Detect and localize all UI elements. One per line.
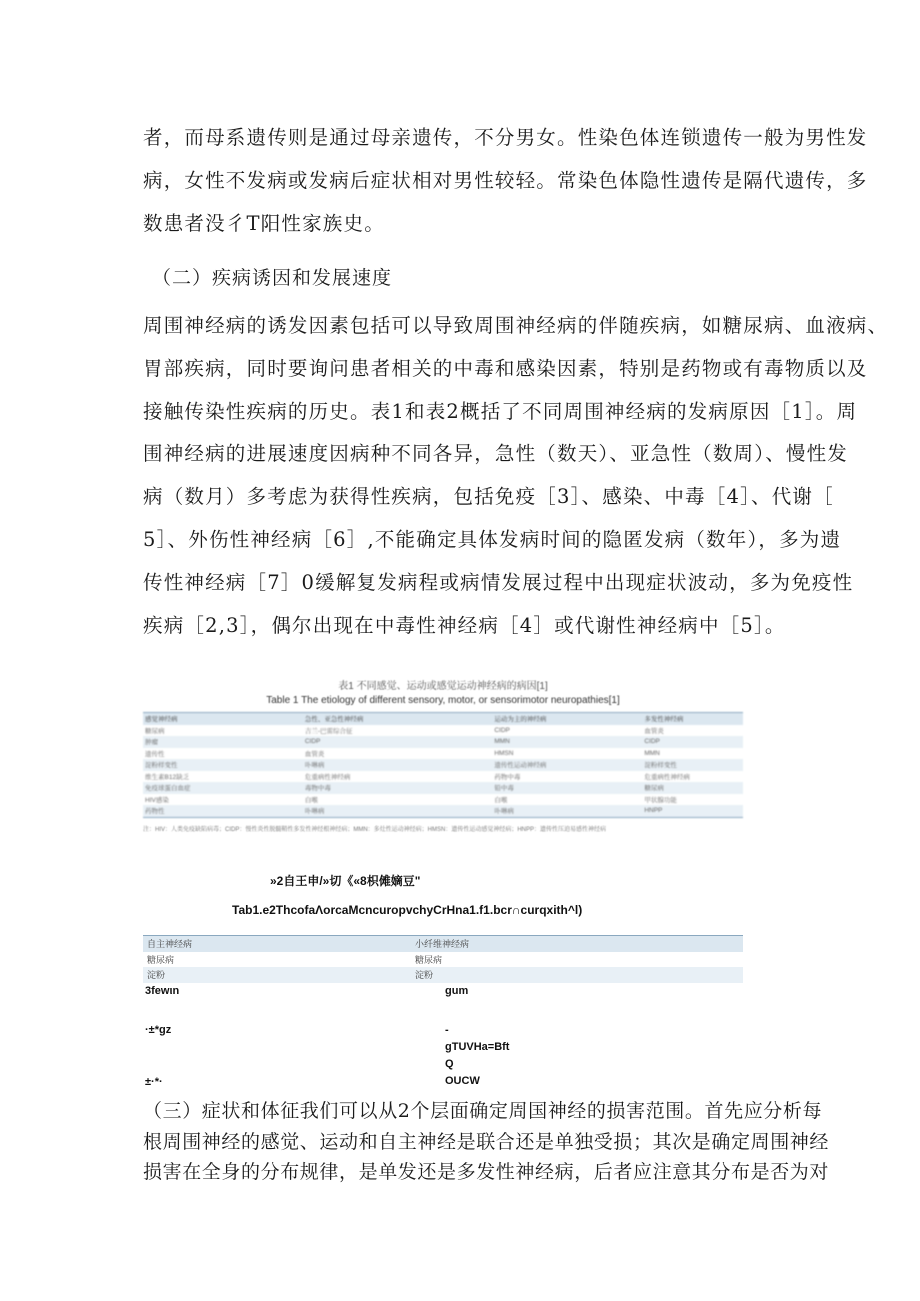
table-cell: 血管炎	[304, 750, 325, 758]
table-cell: 遗传性	[145, 750, 165, 758]
table-cell: 卟啉病	[304, 762, 325, 770]
table-cell: 维生素B12缺乏	[145, 773, 190, 781]
table-cell: 毒物中毒	[304, 785, 331, 793]
table-cell: 血管炎	[644, 727, 664, 735]
table-cell: 糖尿病	[415, 954, 443, 965]
garbled-text: Q	[445, 1058, 454, 1070]
text-line: 者，而母系遗传则是通过母亲遗传，不分男女。性染色体连锁遗传一般为男性发	[143, 126, 868, 149]
garbled-text: 3fewιn	[145, 985, 180, 997]
text-line: 病（数月）多考虑为获得性疾病，包括免疫［3］、感染、中毒［4］、代谢［	[143, 485, 834, 509]
table-2-caption-cn: »2自王申/»切《«8枳傩嫡豆"	[270, 874, 421, 888]
garbled-text: gTUVHa=Bft	[445, 1041, 510, 1053]
table-cell: 淀粉样变性	[145, 762, 178, 770]
text-line: 传性神经病［7］0缓解复发病程或病情发展过程中出现症状波动，多为免疫性	[143, 570, 854, 594]
paragraph-3	[143, 1096, 830, 1188]
table-cell: HMSN	[494, 749, 514, 757]
table-cell: 铅中毒	[494, 785, 514, 793]
table-cell: 遗传性运动神经病	[494, 762, 547, 770]
text-line: 损害在全身的分布规律，是单发还是多发性神经病，后者应注意其分布是否为对	[143, 1161, 830, 1184]
table-cell: 白喉	[494, 796, 508, 804]
table-row	[143, 759, 743, 771]
table-header-row	[143, 713, 743, 725]
table-cell: 卟啉病	[304, 808, 325, 816]
table-1-caption-en: Table 1 The etiology of different sensory, motor, or sensorimotor neuropathies[1]	[266, 695, 620, 706]
table-cell: MMN	[644, 749, 660, 757]
table-cell: 糖尿病	[644, 785, 664, 793]
header-cell: 感觉神经病	[145, 716, 178, 724]
table-cell: 淀粉	[147, 970, 166, 981]
text-line: 5］、外伤性神经病［6］,不能确定具体发病时间的隐匿发病（数年），多为遗	[143, 527, 842, 551]
paragraph-2	[143, 305, 889, 647]
garbled-text: OUCW	[445, 1075, 480, 1087]
table-1-note: 注：HIV：人类免疫缺陷病毒；CIDP：慢性炎性脱髓鞘性多发性神经根神经病；MMN：多灶性运动神经病；HMSN：遗传性运动感觉神经病；HNPP：遗传性压迫易感性神经病	[143, 826, 607, 833]
table-row	[143, 748, 743, 760]
table-cell: CIDP	[494, 726, 510, 734]
table-1	[143, 680, 743, 833]
table-cell: 糖尿病	[147, 954, 175, 965]
table-row	[143, 736, 743, 748]
table-cell: 免疫球蛋白血症	[145, 785, 191, 793]
table-cell: 肿瘤	[145, 739, 158, 747]
table-1-body	[143, 712, 743, 818]
header-cell: 急性、亚急性神经病	[304, 716, 364, 724]
garbled-text: ·±*gz	[145, 1024, 172, 1036]
table-cell: 淀粉	[415, 970, 434, 981]
table-cell: CIDP	[644, 738, 660, 746]
table-cell: CIDP	[304, 738, 321, 746]
table-row	[143, 967, 743, 983]
text-line: 接触传染性疾病的历史。表1和表2概括了不同周围神经病的发病原因［1］。周	[143, 399, 858, 423]
text-line: 周围神经病的诱发因素包括可以导致周围神经病的伴随疾病，如糖尿病、血液病、	[143, 314, 889, 337]
table-row	[143, 725, 743, 737]
table-cell: HIV感染	[145, 796, 169, 804]
table-cell: 危重病性神经病	[644, 773, 690, 781]
header-cell: 运动为主的神经病	[494, 716, 547, 724]
header-cell: 多发性神经病	[644, 716, 684, 724]
garbled-text: -	[445, 1024, 449, 1036]
table-cell: 卟啉病	[494, 808, 514, 816]
table-cell: 糖尿病	[145, 727, 165, 735]
garbled-text: ±·*·	[145, 1076, 163, 1088]
table-header-row	[143, 935, 743, 952]
text-line: 数患者没彳T阳性家族史。	[143, 211, 385, 235]
table-cell: 吉兰-巴雷综合征	[304, 727, 353, 735]
table-row	[143, 805, 743, 817]
text-line: 胃部疾病，同时要询问患者相关的中毒和感染因素，特别是药物或有毒物质以及	[143, 356, 868, 380]
table-row	[143, 782, 743, 794]
table-1-caption-cn: 表1 不同感觉、运动或感觉运动神经病的病因[1]	[338, 681, 548, 692]
text-line: 围神经病的进展速度因病种不同各异，急性（数天）、亚急性（数周）、慢性发	[143, 442, 849, 466]
garbled-text: gum	[445, 985, 469, 997]
table-cell: 甲状腺功能	[644, 796, 677, 804]
header-cell: 自主神经病	[147, 939, 193, 950]
table-row	[143, 771, 743, 783]
paragraph-1	[143, 117, 868, 245]
table-cell: 淀粉样变性	[644, 762, 677, 770]
section-heading: （二）疾病诱因和发展速度	[152, 267, 393, 289]
table-2-caption-en: Tab1.e2ThcofaΛorcaMcncuropvchyCrHna1.f1.bcr∩curqxith^l)	[232, 903, 583, 917]
table-cell: 白喉	[304, 796, 318, 804]
table-row	[143, 794, 743, 806]
table-row	[143, 952, 743, 968]
table-cell: MMN	[494, 738, 510, 746]
table-cell: 药物性	[145, 808, 165, 816]
table-cell: HNPP	[644, 807, 663, 815]
table-cell: 药物中毒	[494, 773, 521, 781]
text-line: 根周围神经的感觉、运动和自主神经是联合还是单独受损；其次是确定周围神经	[143, 1130, 830, 1153]
table-2	[143, 935, 743, 983]
table-cell: 危重病性神经病	[304, 773, 351, 781]
header-cell: 小纤维神经病	[415, 939, 470, 950]
text-line: 疾病［2,3］，偶尔出现在中毒性神经病［4］或代谢性神经病中［5］。	[143, 613, 786, 637]
text-line: （三）症状和体征我们可以从2个层面确定周国神经的损害范围。首先应分析每	[143, 1100, 823, 1122]
text-line: 病，女性不发病或发病后症状相对男性较轻。常染色体隐性遗传是隔代遗传，多	[143, 168, 868, 192]
